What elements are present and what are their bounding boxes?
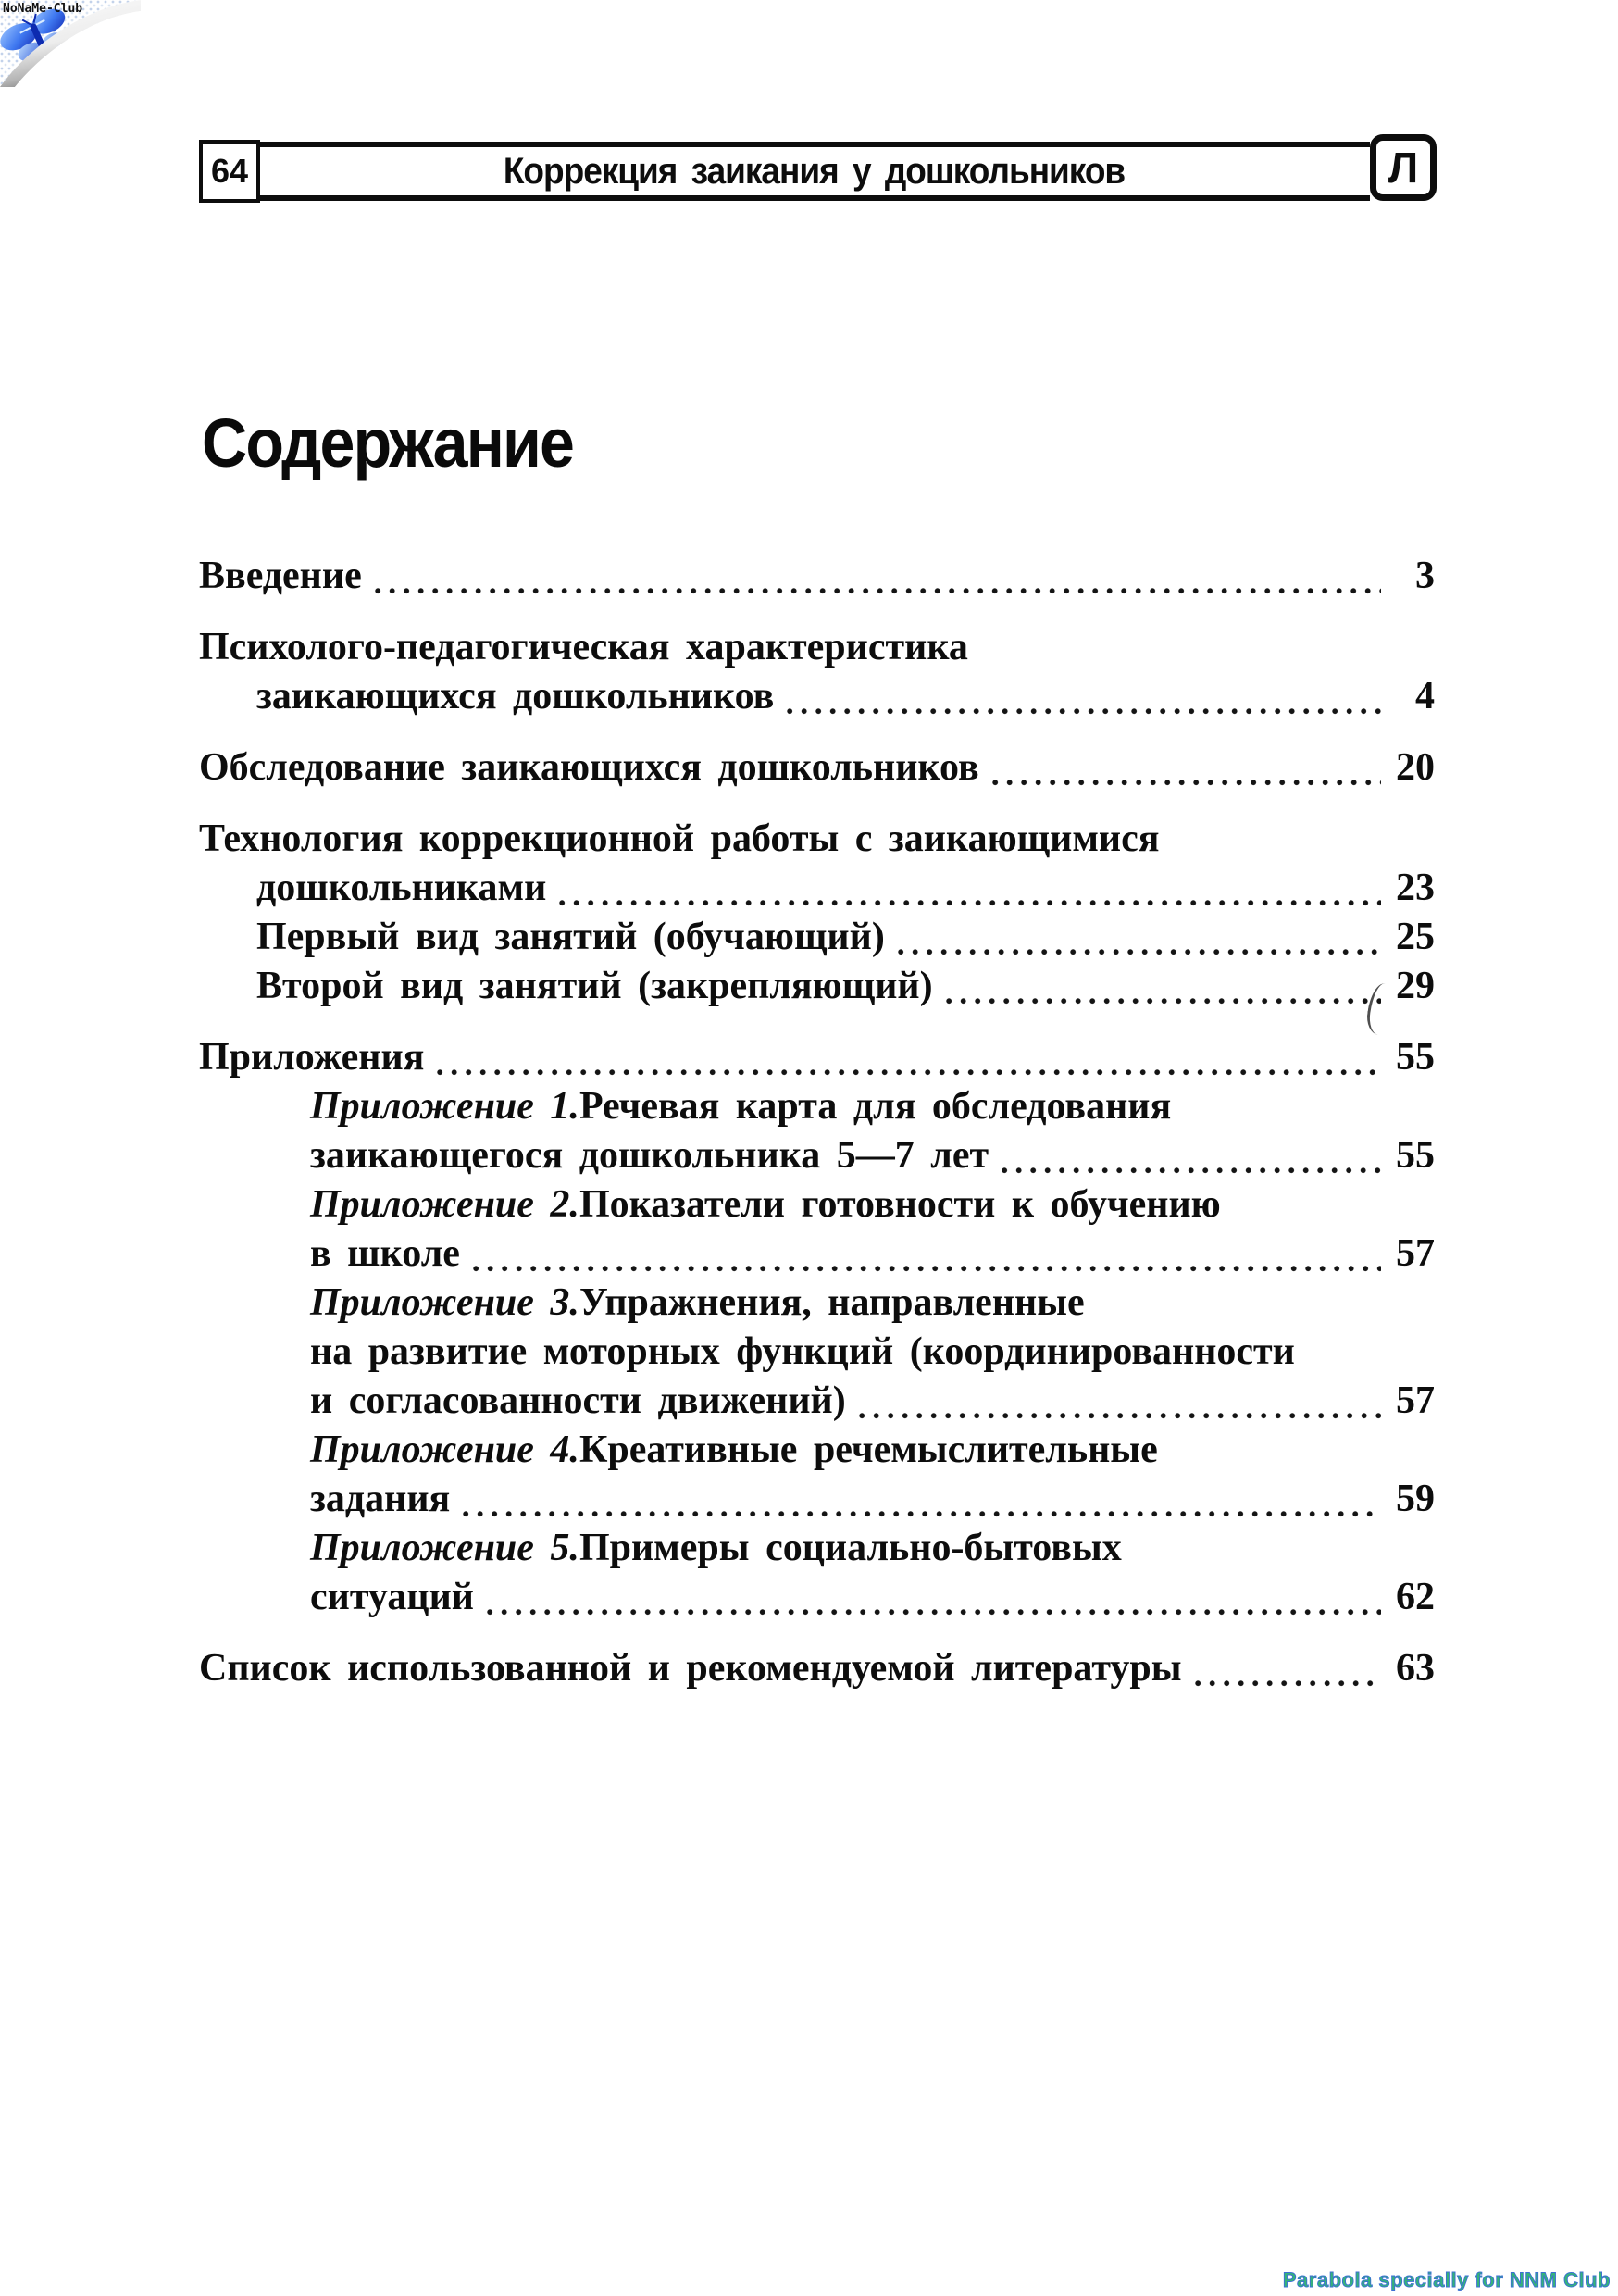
dot-leader [487,1609,1381,1616]
toc-page-number: 23 [1396,867,1435,909]
running-head-title: Коррекция заикания у дошкольников [503,150,1126,192]
dot-leader [946,998,1381,1004]
toc-page-number: 57 [1396,1232,1435,1275]
toc-line [199,1182,1435,1231]
toc-line [199,745,1435,794]
dot-leader [1195,1680,1381,1687]
toc-entry-text: Первый вид занятий (обучающий) [256,916,885,958]
toc-line [199,1379,1435,1428]
toc-entry-text: ситуаций [310,1576,474,1618]
toc-entry-text: Введение [199,555,362,597]
toc-line [199,1526,1435,1575]
dot-leader [1002,1167,1381,1174]
toc-entry-text: Обследование заикающихся дошкольников [199,746,979,789]
dot-leader [437,1069,1381,1076]
toc-entry-text: задания [310,1478,451,1520]
toc-line [199,554,1435,603]
toc-line [199,674,1435,723]
toc-entry-text: Приложения [199,1036,425,1079]
toc-entry-text: Упражнения, направленные [579,1281,1085,1324]
toc-line [199,1035,1435,1084]
toc-line [199,1428,1435,1477]
toc-line [199,1575,1435,1624]
toc-line [199,1133,1435,1182]
toc-entry-text: и согласованности движений) [310,1379,846,1422]
bottom-watermark: Parabola specially for NNM Club [1282,2268,1611,2291]
dot-leader [859,1413,1381,1419]
toc-line [199,1646,1435,1695]
toc-entry-text: Технология коррекционной работы с заикающимися [199,817,1160,860]
toc-page-number: 62 [1396,1576,1435,1618]
toc-line [199,1084,1435,1133]
dot-leader [463,1511,1381,1517]
publisher-logo: Л [1370,134,1437,201]
toc-line [199,1477,1435,1526]
toc-page-number: 55 [1396,1036,1435,1079]
running-head-band [258,142,1370,201]
toc-line [199,817,1435,866]
toc-line [199,625,1435,674]
toc-entry-text: Примеры социально-бытовых [579,1527,1122,1569]
toc-entry-text: Психолого-педагогическая характеристика [199,626,968,668]
running-head [199,134,1437,206]
toc-entry-text: Речевая карта для обследования [579,1085,1172,1128]
dot-leader [898,949,1381,955]
toc-entry-prefix: Приложение 3. [310,1281,579,1324]
dot-leader [787,708,1381,715]
toc-entry-text: дошкольниками [256,867,547,909]
toc-entry-text: в школе [310,1232,460,1275]
toc-line [199,964,1435,1013]
corner-watermark [0,0,141,87]
page-number-box: 64 [199,140,260,203]
toc-page-number: 57 [1396,1379,1435,1422]
toc-entry-text: Второй вид занятий (закрепляющий) [256,965,933,1007]
toc-entry-text: на развитие моторных функций (координированности [310,1330,1295,1373]
toc-page-number: 4 [1415,675,1435,718]
dot-leader [992,780,1381,786]
toc-line [199,866,1435,915]
toc-entry-prefix: Приложение 2. [310,1183,579,1226]
toc-page-number: 25 [1396,916,1435,958]
toc-entry-prefix: Приложение 5. [310,1527,579,1569]
dot-leader [473,1266,1381,1272]
toc-page-number: 20 [1396,746,1435,789]
toc-entry-text: Креативные речемыслительные [579,1429,1158,1471]
toc-line [199,915,1435,964]
toc-entry-prefix: Приложение 1. [310,1085,579,1128]
corner-watermark-label: NoNaMe-Club [3,2,83,16]
toc-entry-text: заикающегося дошкольника 5—7 лет [310,1134,989,1177]
toc-page-number: 55 [1396,1134,1435,1177]
toc-page-number: 3 [1415,555,1435,597]
toc-entry-prefix: Приложение 4. [310,1429,579,1471]
toc-entry-text: заикающихся дошкольников [256,675,775,718]
toc-page-number: 59 [1396,1478,1435,1520]
page-title: Содержание [202,405,574,481]
toc-line [199,1329,1435,1379]
toc-entry-text: Список использованной и рекомендуемой литературы [199,1647,1182,1690]
toc-line [199,1231,1435,1280]
toc-page-number: 29 [1396,965,1435,1007]
dot-leader [375,588,1381,594]
toc [199,554,1435,1695]
toc-page-number: 63 [1396,1647,1435,1690]
toc-entry-text: Показатели готовности к обучению [579,1183,1221,1226]
dot-leader [559,900,1381,906]
toc-line [199,1280,1435,1329]
